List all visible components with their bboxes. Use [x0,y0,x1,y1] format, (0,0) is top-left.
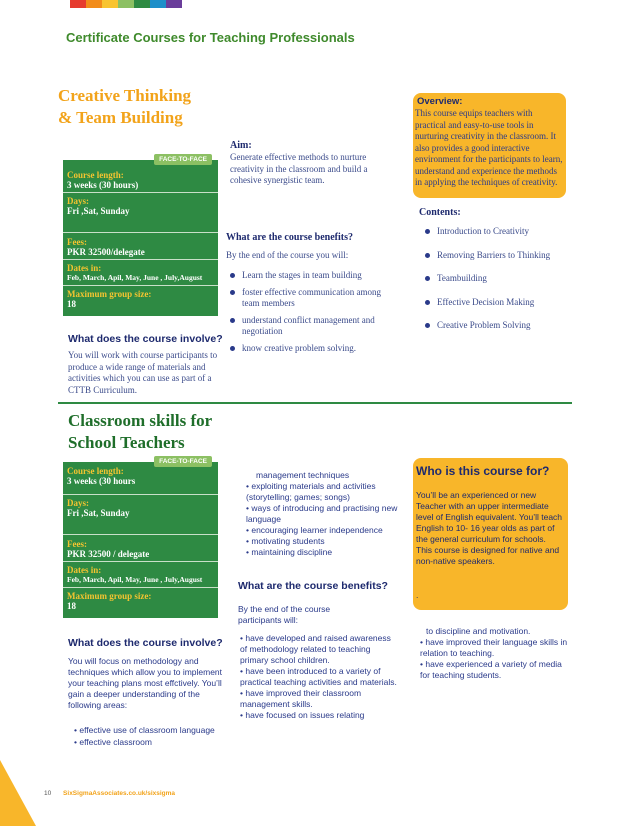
course1-days: Days: Fri ,Sat, Sunday [63,193,218,233]
course2-who-text: You’ll be an experienced or new Teacher with an upper intermediate level of English equivalent. You’ll teach English to 10- 16 year olds as part of the general curriculum for schools. This course is designed for native and non-native speakers. [416,490,563,566]
course2-dates: Dates in: Feb, March, Apil, May, June , July,August [63,562,218,588]
course2-who-heading: Who is this course for? [416,464,550,478]
list-item: • ways of introducing and practising new language [246,503,398,524]
list-item: • exploiting materials and activities (storytelling; games; songs) [246,481,376,502]
course1-aim-text: Generate effective methods to nurture creativity in the classroom and build a cohesive synergistic team. [230,152,368,185]
course2-techniques-list [240,470,408,558]
list-item: Teambuilding [423,273,573,285]
list-item: know creative problem solving. [228,343,393,355]
course2-involve-heading: What does the course involve? [68,637,223,649]
list-item: Introduction to Creativity [423,226,573,238]
course2-group-size: Maximum group size: 18 [67,591,152,611]
list-item: Creative Problem Solving [423,320,573,332]
list-item: • effective classroom [74,737,152,747]
list-item: • encouraging learner independence [246,525,383,535]
list-item: management techniques [256,470,350,480]
list-item: • have improved their language skills in relation to teaching. [420,637,568,658]
footer-url-link[interactable]: SixSigmaAssociates.co.uk/sixsigma [63,790,176,797]
list-item: understand conflict management and negotiation [228,315,393,338]
page-footer [44,790,175,797]
list-item: Effective Decision Making [423,297,573,309]
course1-contents-heading: Contents: [419,207,461,218]
course1-info-panel [63,156,218,316]
list-item: Learn the stages in team building [228,270,393,282]
list-item: • effective use of classroom language [74,725,215,735]
course1-involve-heading: What does the course involve? [68,333,223,345]
course1-group-size: Maximum group size: 18 [67,289,152,309]
list-item: • have improved their classroom management skills. [240,688,362,709]
course1-length: Course length: 3 weeks (30 hours) [63,160,218,193]
list-item: • motivating students [246,536,325,546]
course2-involve-list [74,725,224,748]
course2-info-panel [63,458,218,618]
course2-title: Classroom skills for School Teachers [68,411,213,452]
list-item: • maintaining discipline [246,547,333,557]
list-item: • have developed and raised awareness of methodology related to teaching primary school children. [240,633,391,665]
course1-overview-heading: Overview: [417,96,463,107]
course2-days: Days: Fri ,Sat, Sunday [63,495,218,535]
course1-fees: Fees: PKR 32500/delegate [63,233,218,260]
course2-fees: Fees: PKR 32500 / delegate [63,535,218,562]
course2-length: Course length: 3 weeks (30 hours [63,462,218,495]
face-to-face-badge: FACE-TO-FACE [154,456,212,467]
page-header-title: Certificate Courses for Teaching Professionals [66,30,355,45]
list-item: • have focused on issues relating [240,710,365,720]
course1-title: Creative Thinking & Team Building [58,86,192,127]
course2-benefits-heading: What are the course benefits? [238,580,388,592]
course1-dates: Dates in: Feb, March, Apil, May, June , July,August [63,260,218,286]
course1-benefits-heading: What are the course benefits? [226,232,354,243]
course2-benefits-intro: By the end of the course participants will: [238,604,331,625]
course1-overview-text: This course equips teachers with practical and easy-to-use tools in nurturing creativity in the classroom. It also provides a good interactive environment for the participants to learn, understand and experience the methods in applying the techniques of creativity. [415,108,563,187]
list-item: foster effective communication among team members [228,287,393,310]
course2-right-list [418,626,568,681]
course1-contents-list [423,226,573,332]
page-number: 10 [44,790,52,797]
course2-involve-text: You will focus on methodology and techniques which allow you to implement your teaching plans most effctively. You’ll gain a deeper understanding of the following areas: [68,656,223,710]
face-to-face-badge: FACE-TO-FACE [154,154,212,165]
list-item: • have been introduced to a variety of practical teaching activities and materials. [240,666,397,687]
top-color-strip [70,0,182,8]
course2-who-dot: . [416,590,419,600]
course1-aim-heading: Aim: [230,140,252,151]
corner-accent [0,760,36,826]
course1-benefits-list [228,270,393,354]
section-divider [58,402,572,404]
course2-benefits-list [240,633,400,721]
list-item: to discipline and motivation. [426,626,531,636]
list-item: Removing Barriers to Thinking [423,250,573,262]
course1-benefits-intro: By the end of the course you will: [226,250,349,260]
course1-involve-text: You will work with course participants to produce a wide range of materials and activities which you can use as part of a CTTB Curriculum. [68,350,218,395]
list-item: • have experienced a variety of media for teaching students. [420,659,562,680]
